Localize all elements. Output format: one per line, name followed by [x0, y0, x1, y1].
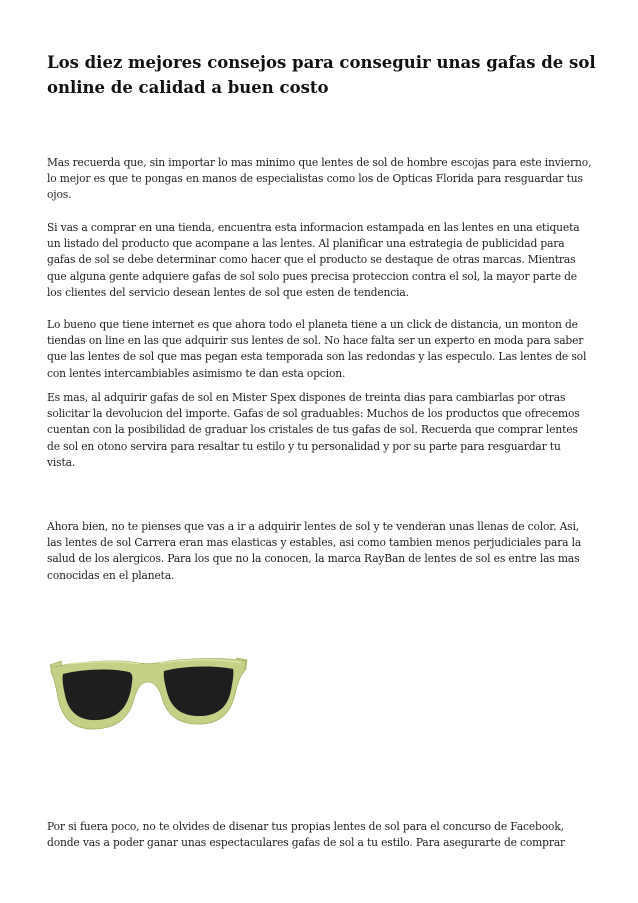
paragraph-1: Mas recuerda que, sin importar lo mas minimo que lentes de sol de hombre escojas para este invierno, lo mejor es que te pongas en manos de especialistas como los de Opticas Florida para resguardar tus ojos.	[47, 156, 592, 202]
paragraph-6: Por si fuera poco, no te olvides de disenar tus propias lentes de sol para el concurso de Facebook, donde vas a poder ganar unas espectaculares gafas de sol a tu estilo. Para asegurarte de comprar	[47, 820, 565, 850]
paragraph-4: Es mas, al adquirir gafas de sol en Mister Spex dispones de treinta dias para cambiarlas por otras solicitar la devolucion del importe. Gafas de sol graduables: Muchos de los productos que ofrecemos cuentan con la posibilidad de graduar los cristales de tus gafas de sol. Recuerda que comprar lentes de sol en otono servira para resaltar tu estilo y tu personalidad y por su parte para resguardar tu vista.	[47, 391, 580, 469]
page-title: Los diez mejores consejos para conseguir unas gafas de sol online de calidad a buen costo	[47, 53, 596, 97]
paragraph-5: Ahora bien, no te pienses que vas a ir a adquirir lentes de sol y te venderan unas llenas de color. Asi, las lentes de sol Carrera eran mas elasticas y estables, asi como tambien menos perjudiciales para la salud de los alergicos. Para los que no la conocen, la marca RayBan de lentes de sol es entre las mas conocidas en el planeta.	[47, 520, 582, 582]
paragraph-3: Lo bueno que tiene internet es que ahora todo el planeta tiene a un click de distancia, un monton de tiendas on line en las que adquirir sus lentes de sol. No hace falta ser un experto en moda para saber que las lentes de sol que mas pegan esta temporada son las redondas y las especulo. Las lentes de sol con lentes intercambiables asimismo te dan esta opcion.	[47, 318, 587, 380]
paragraph-2: Si vas a comprar en una tienda, encuentra esta informacion estampada en las lentes en una etiqueta un listado del producto que acompane a las lentes. Al planificar una estrategia de publicidad para gafas de sol se debe determinar como hacer que el producto se destaque de otras marcas. Mientras que alguna gente adquiere gafas de sol solo pues precisa proteccion contra el sol, la mayor parte de los clientes del servicio desean lentes de sol que esten de tendencia.	[47, 221, 580, 299]
sunglasses-icon	[47, 598, 249, 800]
sunglasses-image	[47, 598, 249, 800]
